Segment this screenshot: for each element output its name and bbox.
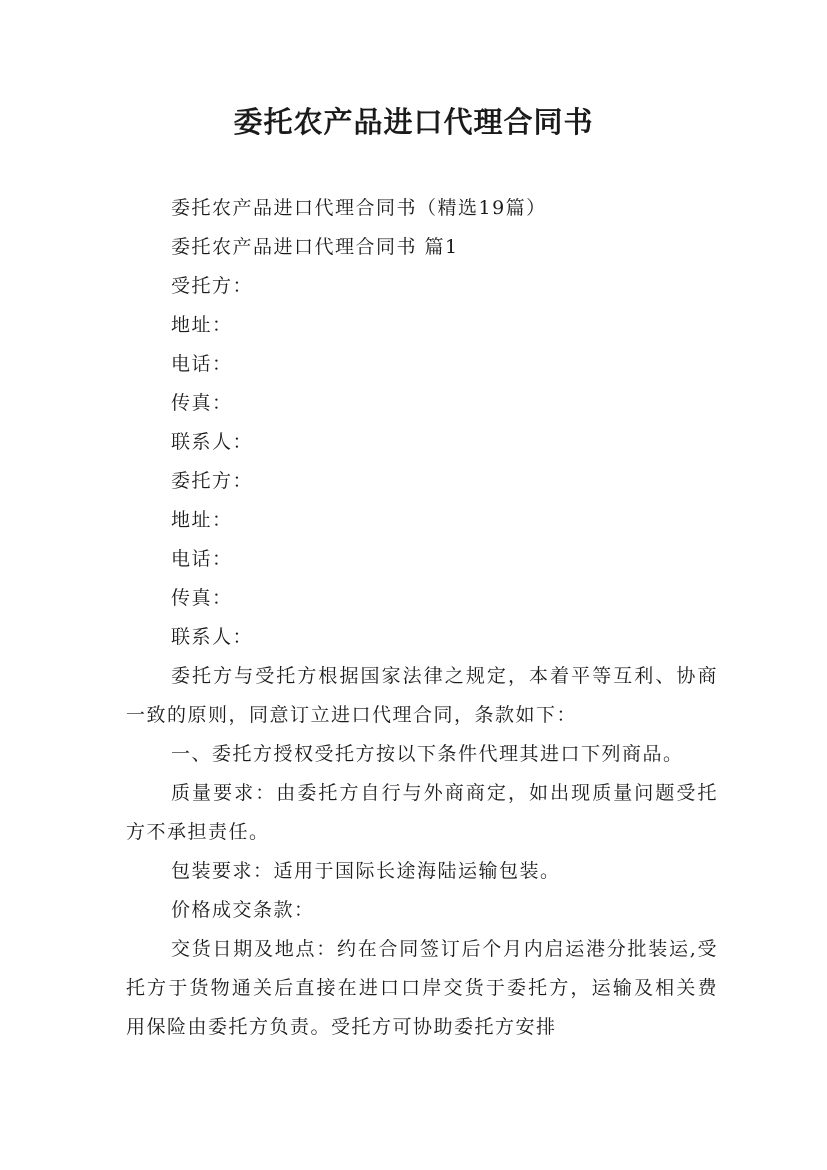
paragraph-price-terms: 价格成交条款： bbox=[171, 899, 315, 921]
paragraph-trustee-contact: 联系人： bbox=[171, 431, 254, 453]
paragraph-principal-address: 地址： bbox=[171, 509, 233, 531]
paragraph-principal-contact: 联系人： bbox=[171, 626, 254, 648]
paragraph-principal-phone: 电话： bbox=[171, 548, 233, 570]
paragraph-trustee-label: 受托方： bbox=[171, 275, 254, 297]
paragraph-section-title: 委托农产品进口代理合同书 篇1 bbox=[171, 236, 459, 258]
paragraph-quality: 质量要求：由委托方自行与外商商定，如出现质量问题受托方不承担责任。 bbox=[126, 782, 718, 843]
paragraph-preamble: 委托方与受托方根据国家法律之规定，本着平等互利、协商一致的原则，同意订立进口代理合同，条款如下： bbox=[126, 665, 718, 726]
paragraph-clause-1: 一、委托方授权受托方按以下条件代理其进口下列商品。 bbox=[171, 743, 684, 765]
paragraph-principal-fax: 传真： bbox=[171, 587, 233, 609]
paragraph-heading: 委托农产品进口代理合同书（精选19篇） bbox=[171, 197, 547, 219]
paragraph-delivery: 交货日期及地点：约在合同签订后个月内启运港分批装运,受托方于货物通关后直接在进口口岸交货于委托方，运输及相关费用保险由委托方负责。受托方可协助委托方安排 bbox=[126, 938, 718, 1038]
paragraph-trustee-address: 地址： bbox=[171, 314, 233, 336]
document-body bbox=[126, 189, 718, 1047]
paragraph-trustee-fax: 传真： bbox=[171, 392, 233, 414]
paragraph-trustee-phone: 电话： bbox=[171, 353, 233, 375]
paragraph-principal-label: 委托方： bbox=[171, 470, 254, 492]
paragraph-packaging: 包装要求：适用于国际长途海陆运输包装。 bbox=[171, 860, 561, 882]
document-title: 委托农产品进口代理合同书 bbox=[233, 105, 594, 139]
